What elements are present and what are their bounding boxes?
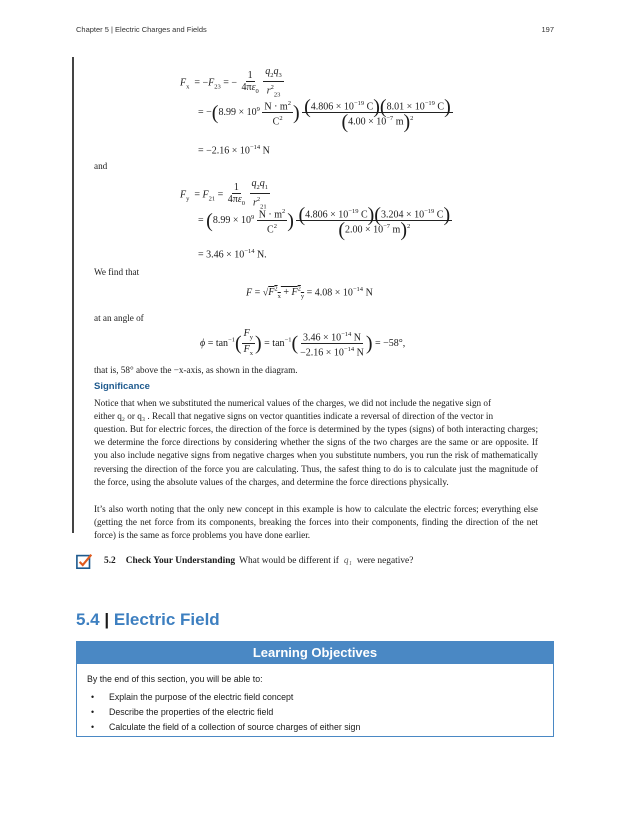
check-your-understanding [76, 552, 546, 570]
significance-para1-line1: Notice that when we substituted the numerical values of the charges, we did not include the negative sign of [94, 398, 492, 408]
equation-fy-definition: $F_y = F_{21}$ = $\frac{1}{4\pi\varepsilon_0}$ $\frac{q_2q_1}{r^2_{21}}$ [180, 178, 269, 211]
page-number: 197 [541, 25, 554, 34]
text-we-find-that: We find that [94, 267, 140, 277]
text-that-is: that is, 58° above the −x-axis, as shown in the diagram. [94, 365, 298, 375]
cyu-question-after: were negative? [356, 556, 414, 566]
significance-heading: Significance [94, 381, 150, 392]
significance-para1-rest: question. But for electric forces, the direction of the force is determined by the types (signs) of both interacting charges; we determine the force directions by considering whether the signs of the two charges are the same or are opposite. If you also include negative signs from negative charges when you substitute numbers, you run the risk of mathematically reversing the direction of the force you are calculating. Thus, the safest thing to do is to calculate just the magnitude of the force, using the absolute values of the charges, and determine the force directions physically. [94, 424, 538, 487]
equation-fy-result: = $3.46 \times 10^{-14}$ N. [198, 248, 267, 261]
list-item: • Explain the purpose of the electric field concept [91, 690, 553, 705]
learning-objectives-intro: By the end of this section, you will be able to: [87, 674, 263, 684]
list-item: • Calculate the field of a collection of source charges of either sign [91, 720, 553, 735]
cyu-number: 5.2 [104, 556, 116, 566]
significance-para2: It’s also worth noting that the only new concept in this example is how to calculate the electric forces; everything else (getting the net force from its components, breaking the forces into their components, finding the direction of the net force) is the same as force problems you have done earlier. [94, 504, 538, 541]
learning-objectives-list [77, 690, 553, 735]
section-title [76, 610, 220, 630]
text-and: and [94, 161, 108, 171]
cyu-title: Check Your Understanding [125, 556, 236, 566]
section-separator: | [104, 610, 110, 629]
cyu-question-before: What would be different if [239, 556, 339, 566]
equation-angle: $\phi = \tan^{-1}$( $\frac{F_y}{F_x}$ ) = $\tan^{-1}$( $\frac{3.46 \times 10^{-14} N}{-2.16 \times 10^{-14} N}$ ) = −58°, [200, 328, 406, 359]
learning-objectives-box [76, 641, 554, 737]
page-header [76, 25, 554, 34]
equation-fy-substitution: = ($8.99 \times 10^9$ $\frac{N \cdot m^2}{C^2}$ ) $\frac{(4.806 \times 10^{-19} C)(3.204 \times 10^{-19} C)}{(2.00 \times 10^{-7} m)^2}$ [198, 204, 451, 242]
example-sidebar-rule [72, 57, 74, 533]
equation-fx-substitution: = $-(8.99 \times 10^9$ $\frac{N \cdot m^2}{C^2}$ ) $\frac{(4.806 \times 10^{-19} C)(8.01 \times 10^{-19} C)}{(4.00 \times 10^{-7} m)^2}$ [198, 96, 451, 134]
equation-fx-result: = $-2.16 \times 10^{-14}$ N [198, 144, 270, 157]
section-name: Electric Field [113, 610, 220, 629]
learning-objectives-heading: Learning Objectives [77, 642, 553, 664]
equation-net-force: $F = √F^2_x + F^2_y = 4.08 \times 10^{-14}$ N [246, 286, 373, 301]
significance-para1-line2: either q₂ or q₃ . Recall that negative signs on vector quantities indicate a reversal of direction of the vector in [94, 411, 494, 421]
section-number: 5.4 [76, 610, 100, 629]
list-item: • Describe the properties of the electric field [91, 705, 553, 720]
cyu-variable: q₁ [343, 556, 352, 566]
equation-fx-definition: $F_x = -F_{23}$ = − $\frac{1}{4\pi\varepsilon_0}$ $\frac{q_2q_3}{r^2_{23}}$ [180, 66, 282, 99]
chapter-title: Chapter 5 | Electric Charges and Fields [76, 25, 207, 34]
text-at-an-angle: at an angle of [94, 313, 144, 323]
checkbox-pencil-icon [76, 552, 94, 570]
